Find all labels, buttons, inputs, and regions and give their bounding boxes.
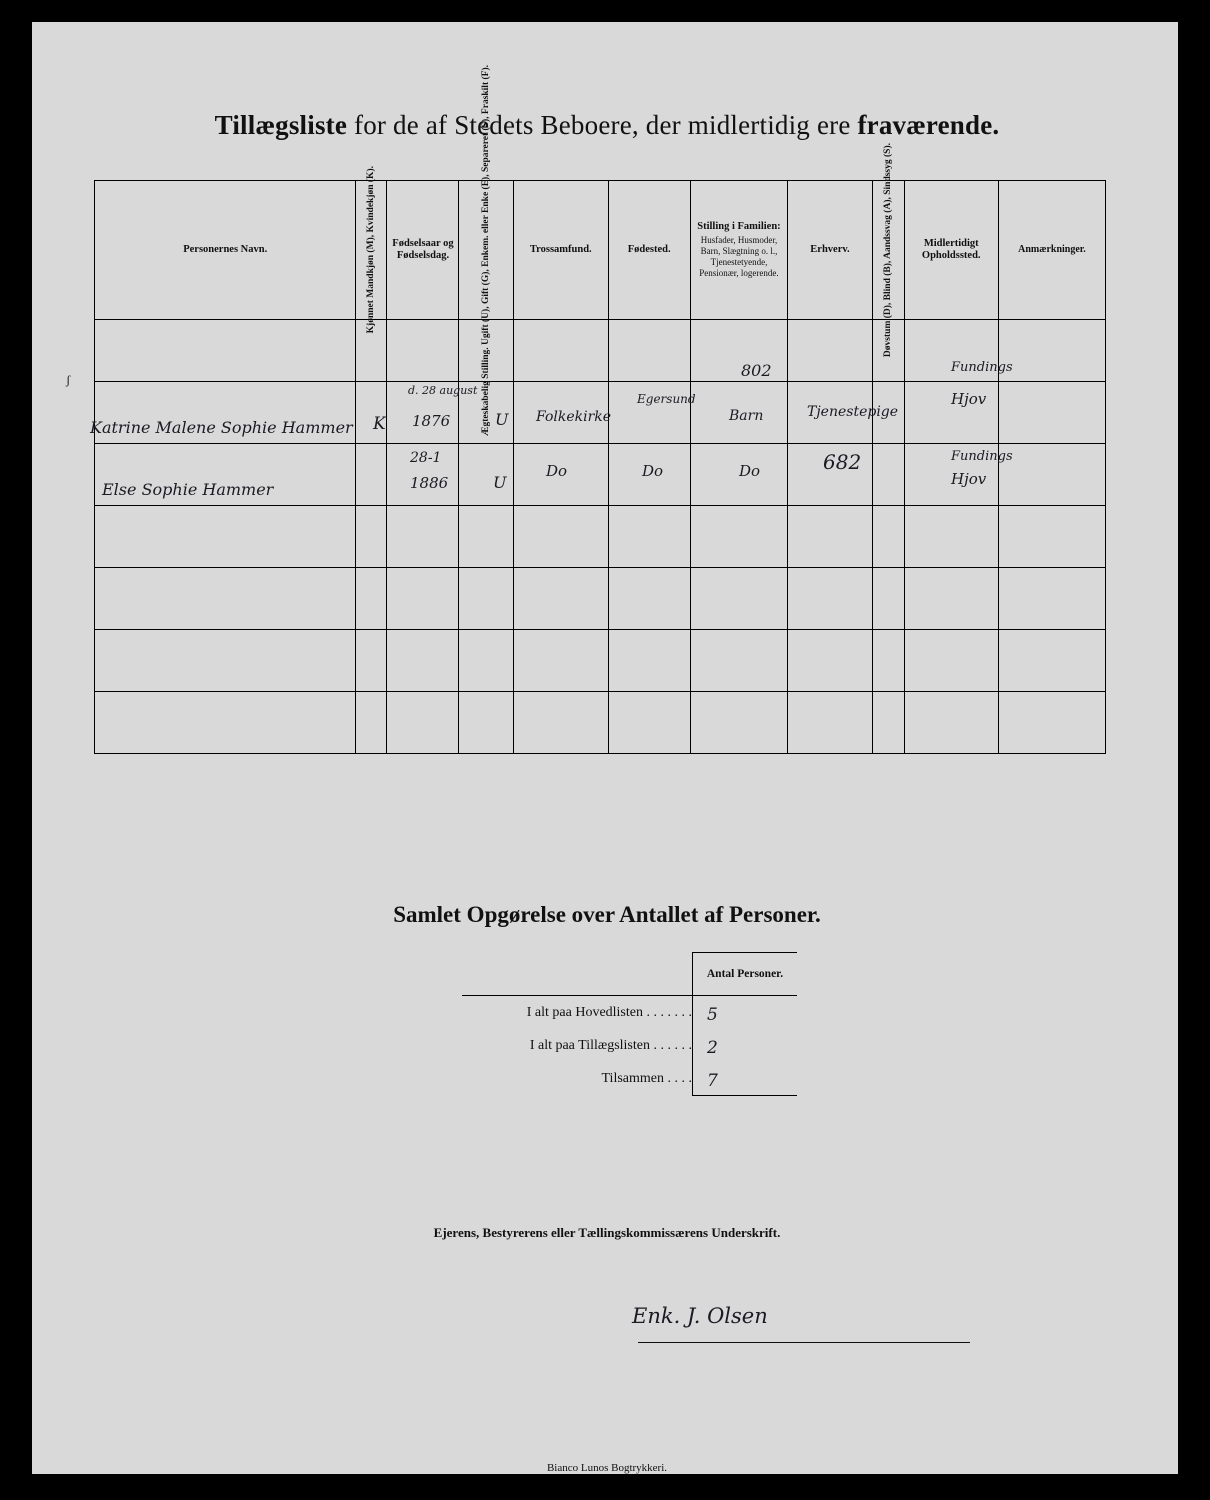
cell-trossamfund[interactable] <box>513 320 608 382</box>
cell-opholdssted[interactable] <box>904 692 998 754</box>
col-aegteskab <box>459 64 514 436</box>
cell-erhverv[interactable] <box>788 568 872 630</box>
table-row[interactable] <box>95 568 1106 630</box>
cell-trossamfund[interactable] <box>513 692 608 754</box>
col-trossamfund <box>513 181 608 320</box>
cell-fodested[interactable] <box>608 568 690 630</box>
handwriting-defekt-1: 802 <box>741 361 772 380</box>
summary-row-tilsammen <box>462 1062 797 1096</box>
handwriting-opholdssted-2b: Hjov <box>951 470 987 488</box>
summary-table <box>462 952 797 1096</box>
page-title <box>92 110 1122 141</box>
cell-erhverv[interactable] <box>788 630 872 692</box>
col-defekt-label: Døvstum (D), Blind (B), Aandssvag (A), Sindssyg (S). <box>882 142 893 358</box>
handwriting-opholdssted-1a: Fundings <box>951 360 1013 375</box>
cell-stilling[interactable] <box>690 506 788 568</box>
cell-defekt[interactable] <box>872 630 904 692</box>
col-anmerkninger-label: Anmærkninger. <box>1018 243 1086 255</box>
handwriting-fodsel-day-2: 28-1 <box>410 450 442 466</box>
summary-header-spacer <box>462 953 693 996</box>
cell-anmerkninger[interactable] <box>998 444 1105 506</box>
cell-anmerkninger[interactable] <box>998 506 1105 568</box>
col-kjon <box>356 166 387 334</box>
cell-fodsel[interactable] <box>387 630 459 692</box>
title-bold-2: fraværende. <box>857 110 1000 140</box>
summary-header-row <box>462 953 797 996</box>
summary-row-tillaegsliste <box>462 1029 797 1062</box>
cell-navn[interactable] <box>95 320 356 382</box>
cell-kjon[interactable] <box>356 444 387 506</box>
handwriting-aegteskab-1: U <box>495 410 509 429</box>
handwriting-stilling-2: Do <box>739 462 761 480</box>
cell-kjon[interactable] <box>356 568 387 630</box>
cell-kjon[interactable] <box>356 692 387 754</box>
summary-label-tillaegsliste: I alt paa Tillægslisten . . . . . . <box>529 1037 692 1053</box>
handwriting-trossamfund-2: Do <box>546 462 568 480</box>
handwriting-sum-2: 2 <box>707 1037 718 1058</box>
cell-anmerkninger[interactable] <box>998 568 1105 630</box>
cell-erhverv[interactable] <box>788 692 872 754</box>
cell-defekt[interactable] <box>872 692 904 754</box>
cell-fodested[interactable] <box>608 506 690 568</box>
form-sheet <box>32 22 1178 1474</box>
col-opholdssted <box>904 181 998 320</box>
handwriting-fodested-1: Egersund <box>637 392 696 406</box>
col-defekt <box>872 142 904 358</box>
summary-label-hovedliste: I alt paa Hovedlisten . . . . . . . <box>526 1004 692 1020</box>
cell-kjon[interactable] <box>356 382 387 444</box>
col-anmerkninger <box>998 181 1105 320</box>
handwriting-navn-2: Else Sophie Hammer <box>102 480 274 499</box>
table-body <box>95 320 1106 754</box>
handwriting-fodsel-day-1: d. 28 august <box>408 384 478 397</box>
table-row[interactable] <box>95 506 1106 568</box>
handwriting-erhverv-1: Tjenestepige <box>807 404 899 420</box>
col-erhverv-label: Erhverv. <box>810 243 850 255</box>
census-form-page <box>32 22 1178 1474</box>
cell-erhverv[interactable] <box>788 506 872 568</box>
handwriting-sum-1: 5 <box>707 1004 718 1025</box>
cell-aegteskab[interactable] <box>459 506 514 568</box>
table-row[interactable] <box>95 692 1106 754</box>
cell-navn[interactable] <box>95 692 356 754</box>
handwriting-fodsel-year-1: 1876 <box>412 412 451 430</box>
cell-kjon[interactable] <box>356 506 387 568</box>
cell-fodested[interactable] <box>608 320 690 382</box>
col-fodsel <box>387 181 459 320</box>
cell-anmerkninger[interactable] <box>998 630 1105 692</box>
handwriting-kjon-1: K <box>373 414 386 434</box>
cell-fodsel[interactable] <box>387 692 459 754</box>
summary-section <box>462 952 802 1096</box>
col-navn-label: Personernes Navn. <box>183 243 268 255</box>
summary-value-hovedliste[interactable] <box>693 996 798 1030</box>
cell-navn[interactable] <box>95 506 356 568</box>
cell-aegteskab[interactable] <box>459 692 514 754</box>
col-fodested-label: Fødested. <box>627 243 671 255</box>
cell-defekt[interactable] <box>872 444 904 506</box>
handwriting-fodsel-year-2: 1886 <box>410 474 449 492</box>
handwriting-navn-1: Katrine Malene Sophie Hammer <box>90 418 353 437</box>
title-middle: for de af Stedets Beboere, der midlertidig ere <box>347 110 858 140</box>
col-kjon-label: Kjønnet Mandkjøn (M), Kvindekjøn (K). <box>366 166 377 334</box>
cell-stilling[interactable] <box>690 692 788 754</box>
col-fodsel-label: Fødselsaar og Fødselsdag. <box>392 237 454 261</box>
col-stilling-label: Stilling i Familien: <box>697 220 781 232</box>
table-header-row <box>95 181 1106 320</box>
cell-opholdssted[interactable] <box>904 506 998 568</box>
col-trossamfund-label: Trossamfund. <box>529 243 592 255</box>
col-stilling <box>690 181 788 320</box>
signature-line <box>638 1342 970 1343</box>
cell-fodsel[interactable] <box>387 568 459 630</box>
summary-col-header: Antal Personer. <box>693 953 798 996</box>
cell-aegteskab[interactable] <box>459 630 514 692</box>
handwriting-opholdssted-2a: Fundings <box>951 449 1013 464</box>
printer-imprint: Bianco Lunos Bogtrykkeri. <box>546 1462 668 1474</box>
cell-trossamfund[interactable] <box>513 568 608 630</box>
cell-navn[interactable] <box>95 630 356 692</box>
handwriting-sum-3: 7 <box>707 1070 718 1091</box>
cell-navn[interactable] <box>95 568 356 630</box>
cell-stilling[interactable] <box>690 630 788 692</box>
cell-fodsel[interactable] <box>387 320 459 382</box>
summary-heading: Samlet Opgørelse over Antallet af Personer. <box>393 902 821 927</box>
summary-row-hovedliste <box>462 996 797 1030</box>
handwriting-fodested-2: Do <box>642 462 664 480</box>
cell-defekt[interactable] <box>872 506 904 568</box>
signature-label: Ejerens, Bestyrerens eller Tællingskommissærens Underskrift. <box>433 1225 781 1240</box>
cell-fodested[interactable] <box>608 382 690 444</box>
col-stilling-sub: Husfader, Husmoder, Barn, Slægtning o. l., Tjenestetyende, Pensionær, logerende. <box>699 235 779 279</box>
cell-fodsel[interactable] <box>387 506 459 568</box>
cell-defekt[interactable] <box>872 568 904 630</box>
summary-value-tilsammen[interactable] <box>693 1062 798 1096</box>
handwriting-defekt-2: 682 <box>823 450 862 474</box>
cell-kjon[interactable] <box>356 630 387 692</box>
handwriting-opholdssted-1b: Hjov <box>951 390 987 408</box>
col-aegteskab-label: Ægteskabelig Stilling. Ugift (U), Gift (G), Enkem. eller Enke (E), Separeret (S), Fraskilt (F). <box>480 64 491 436</box>
cell-opholdssted[interactable] <box>904 630 998 692</box>
cell-opholdssted[interactable] <box>904 568 998 630</box>
cell-stilling[interactable] <box>690 568 788 630</box>
summary-label-tilsammen: Tilsammen . . . . <box>601 1070 692 1086</box>
cell-anmerkninger[interactable] <box>998 382 1105 444</box>
handwriting-trossamfund-1: Folkekirke <box>536 409 612 425</box>
title-bold-1: Tillægsliste <box>214 110 348 140</box>
cell-stilling[interactable] <box>690 320 788 382</box>
col-opholdssted-label: Midlertidigt Opholdssted. <box>921 237 981 261</box>
handwriting-signature: Enk. J. Olsen <box>632 1304 768 1328</box>
cell-aegteskab[interactable] <box>459 568 514 630</box>
cell-fodested[interactable] <box>608 630 690 692</box>
cell-trossamfund[interactable] <box>513 506 608 568</box>
col-erhverv <box>788 181 872 320</box>
summary-value-tillaegsliste[interactable] <box>693 1029 798 1062</box>
cell-anmerkninger[interactable] <box>998 320 1105 382</box>
handwriting-stilling-1: Barn <box>729 408 764 424</box>
page-edge-mark: ʃ <box>66 372 71 387</box>
cell-erhverv[interactable] <box>788 320 872 382</box>
handwriting-aegteskab-2: U <box>493 473 507 492</box>
col-navn <box>95 181 356 320</box>
table-row[interactable] <box>95 630 1106 692</box>
cell-fodested[interactable] <box>608 692 690 754</box>
cell-anmerkninger[interactable] <box>998 692 1105 754</box>
col-fodested <box>608 181 690 320</box>
cell-trossamfund[interactable] <box>513 630 608 692</box>
